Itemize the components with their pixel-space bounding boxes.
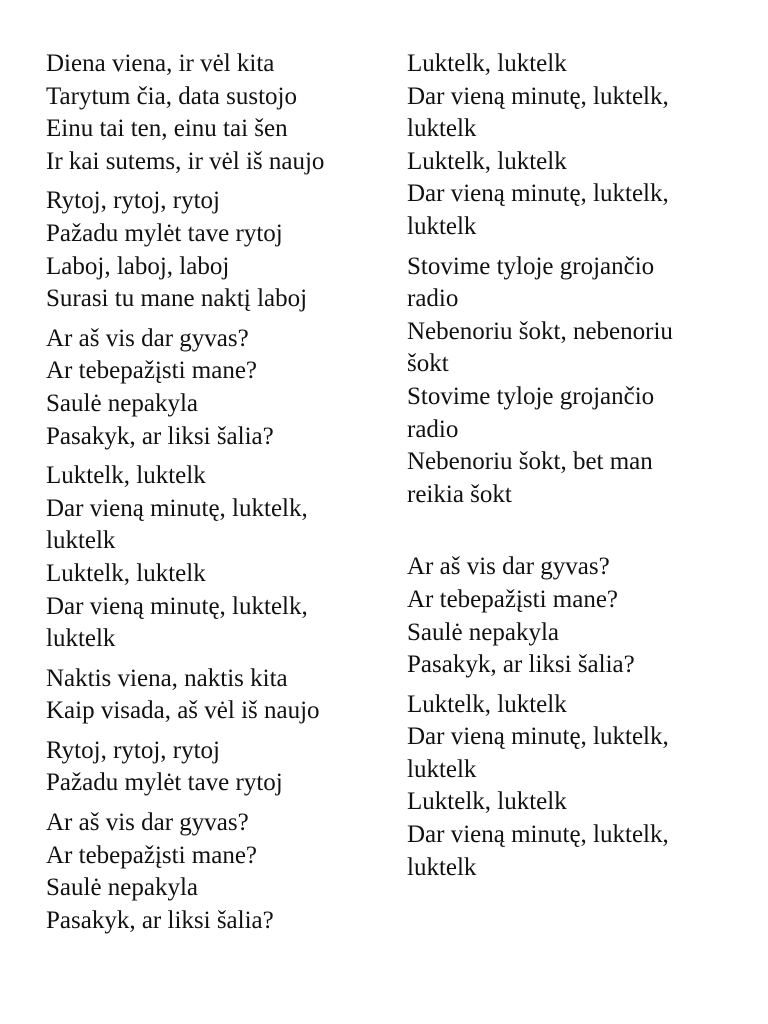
lyric-line: radio [407, 285, 459, 313]
lyric-line: Kaip visada, aš vėl iš naujo [46, 697, 320, 725]
lyric-line: reikia šokt [407, 480, 512, 508]
stanza-chorus-3 [407, 689, 727, 885]
lyric-line: Laboj, laboj, laboj [46, 252, 230, 280]
lyric-line: Nebenoriu šokt, nebenoriu [407, 317, 673, 345]
lyric-line: luktelk [407, 115, 477, 143]
lyric-line: Dar vieną minutę, luktelk, [407, 723, 669, 751]
lyric-line: Dar vieną minutę, luktelk, [46, 592, 308, 620]
lyric-line: Rytoj, rytoj, rytoj [46, 187, 220, 215]
lyric-line: Ar aš vis dar gyvas? [46, 809, 249, 837]
lyric-line: Dar vieną minutę, luktelk, [407, 821, 669, 849]
left-column [46, 48, 376, 944]
stanza-chorus-1 [46, 460, 376, 656]
lyric-line: Dar vieną minutę, luktelk, [407, 82, 669, 110]
lyric-line: Luktelk, luktelk [407, 690, 567, 718]
lyric-line: Luktelk, luktelk [407, 50, 567, 77]
lyric-line: radio [407, 415, 459, 443]
lyric-line: Ar aš vis dar gyvas? [407, 553, 610, 581]
lyric-line: Dar vieną minutę, luktelk, [46, 494, 308, 522]
lyric-line: Pasakyk, ar liksi šalia? [407, 651, 635, 679]
lyric-line: Dar vieną minutę, luktelk, [407, 180, 669, 208]
lyric-line: Luktelk, luktelk [46, 462, 206, 490]
lyric-line: Luktelk, luktelk [46, 559, 206, 587]
lyric-line: luktelk [46, 527, 116, 555]
stanza-verse-1 [46, 48, 376, 178]
stanza-bridge [407, 251, 727, 512]
lyric-line: Ar tebepažįsti mane? [407, 585, 619, 613]
lyric-line: Pasakyk, ar liksi šalia? [46, 422, 274, 450]
lyric-line: Pažadu mylėt tave rytoj [46, 769, 283, 797]
lyric-line: Einu tai ten, einu tai šen [46, 115, 288, 143]
lyric-line: Tarytum čia, data sustojo [46, 82, 297, 110]
stanza-question-3 [407, 551, 727, 681]
lyric-line: luktelk [46, 625, 116, 653]
lyric-line: Surasi tu mane naktį laboj [46, 285, 308, 313]
lyric-line: Rytoj, rytoj, rytoj [46, 736, 220, 764]
stanza-verse-2 [46, 663, 376, 728]
lyric-line: Luktelk, luktelk [407, 788, 567, 816]
lyric-line: luktelk [407, 853, 477, 881]
lyric-line: luktelk [407, 755, 477, 783]
lyric-line: Saulė nepakyla [46, 874, 199, 902]
lyric-line: Naktis viena, naktis kita [46, 664, 288, 692]
lyric-line: Stovime tyloje grojančio [407, 382, 655, 410]
stanza-question-2 [46, 807, 376, 937]
lyric-line: Ar tebepažįsti mane? [46, 841, 258, 869]
lyric-line: Diena viena, ir vėl kita [46, 50, 275, 77]
stanza-chorus-2 [407, 48, 727, 244]
lyric-line: Ir kai sutems, ir vėl iš naujo [46, 147, 325, 175]
lyric-line: Stovime tyloje grojančio [407, 252, 655, 280]
lyric-line: Pasakyk, ar liksi šalia? [46, 906, 274, 934]
lyric-line: Luktelk, luktelk [407, 147, 567, 175]
lyric-line: Saulė nepakyla [407, 618, 560, 646]
lyric-line: Ar tebepažįsti mane? [46, 357, 258, 385]
lyric-line: šokt [407, 350, 449, 378]
lyric-line: Pažadu mylėt tave rytoj [46, 219, 283, 247]
lyric-line: Ar aš vis dar gyvas? [46, 324, 249, 352]
lyric-line: Saulė nepakyla [46, 389, 199, 417]
lyric-line: luktelk [407, 212, 477, 240]
stanza-question-1 [46, 323, 376, 453]
lyric-line: Nebenoriu šokt, bet man [407, 448, 653, 476]
stanza-prechorus-2 [46, 735, 376, 800]
stanza-prechorus-1 [46, 185, 376, 315]
right-column [407, 48, 727, 891]
